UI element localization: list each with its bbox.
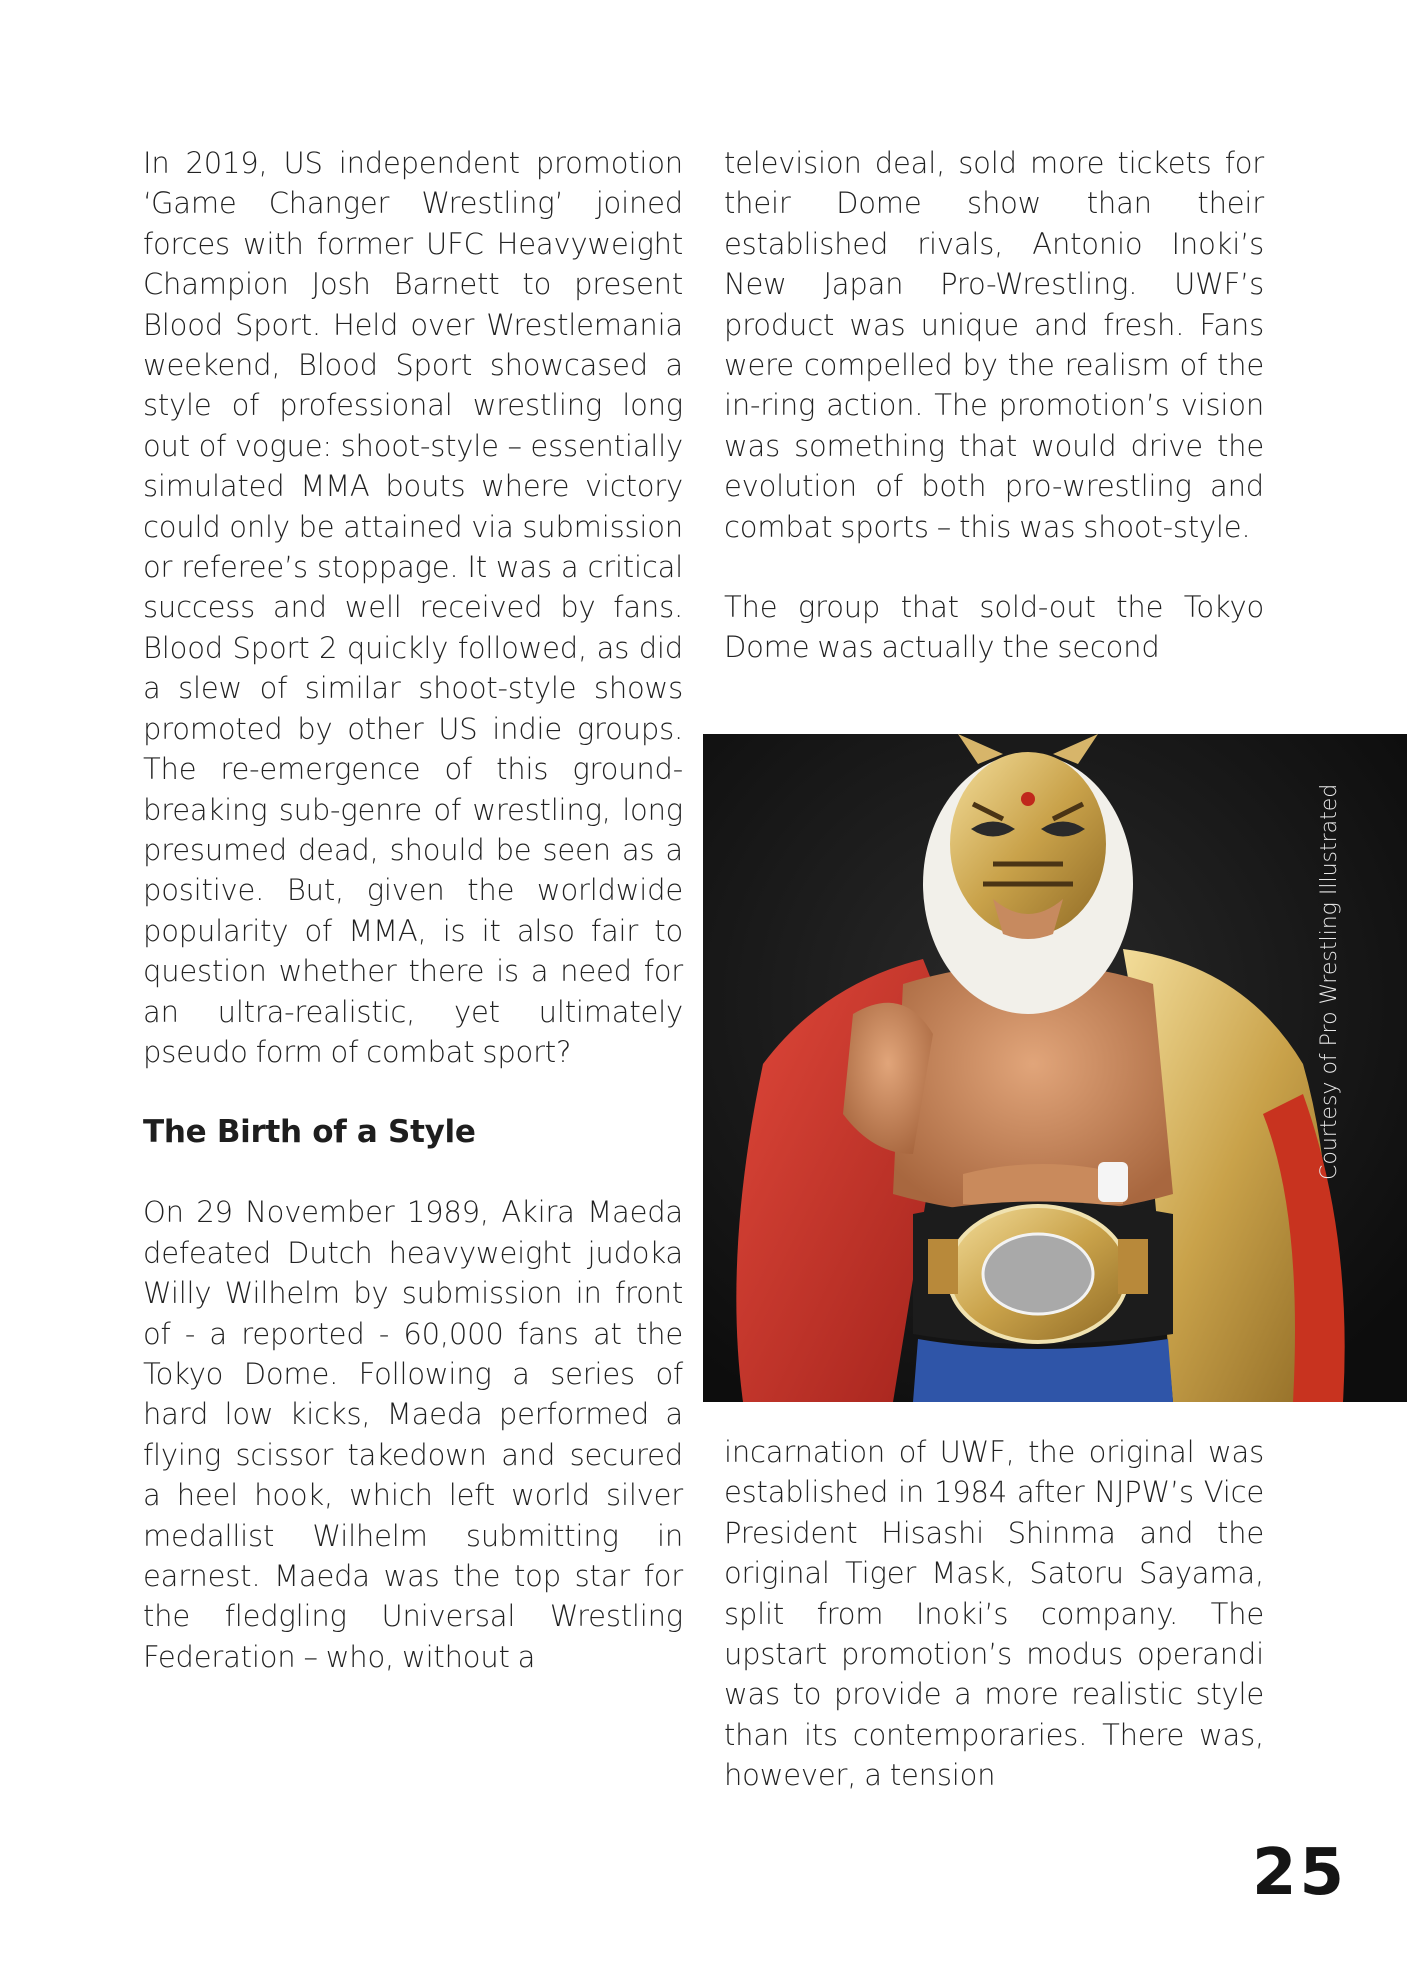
intro-paragraph: In 2019, US independent promotion ‘Game Changer Wrestling’ joined forces with former UFC Heavyweight Champion Josh Barnett to present Blood Sport. Held over Wrestlemania weekend, Blood Sport showcased a style of professional wrestling long out of vogue: shoot-style – essentially simulated MMA bouts where victory could only be attained via submission or referee’s stoppage. It was a critical success and well received by fans. Blood Sport 2 quickly followed, as did a slew of similar shoot-style shows promoted by other US indie groups. The re-emergence of this ground-breaking sub-genre of wrestling, long presumed dead, should be seen as a positive. But, given the worldwide popularity of MMA, is it also fair to question whether there is a need for an ultra-realistic, yet ultimately pseudo form of combat sport? [143, 146, 683, 1069]
right-column-top [724, 143, 1264, 668]
section-paragraph: On 29 November 1989, Akira Maeda defeated Dutch heavyweight judoka Willy Wilhelm by submission in front of - a reported - 60,000 fans at the Tokyo Dome. Following a series of hard low kicks, Maeda performed a flying scissor takedown and secured a heel hook, which left world silver medallist Wilhelm submitting in earnest. Maeda was the top star for the fledgling Universal Wrestling Federation – who, without a [143, 1195, 683, 1674]
wrestler-photo [703, 734, 1407, 1402]
left-column [143, 143, 683, 1677]
right-column-bottom [724, 1432, 1264, 1796]
section-heading: The Birth of a Style [143, 1114, 476, 1151]
next-paragraph: The group that sold-out the Tokyo Dome was actually the second [724, 590, 1264, 665]
tiger-mask-wrestler-illustration [703, 734, 1407, 1402]
photo-credit: Courtesy of Pro Wrestling Illustrated [1317, 783, 1342, 1180]
page-number: 25 [1251, 1836, 1347, 1910]
continued-paragraph-bottom: incarnation of UWF, the original was established in 1984 after NJPW’s Vice President Hisashi Shinma and the original Tiger Mask, Satoru Sayama, split from Inoki’s company. The upstart promotion’s modus operandi was to provide a more realistic style than its contemporaries. There was, however, a tension [724, 1435, 1264, 1793]
continued-paragraph: television deal, sold more tickets for their Dome show than their established rivals, Antonio Inoki’s New Japan Pro-Wrestling. UWF’s product was unique and fresh. Fans were compelled by the realism of the in-ring action. The promotion’s vision was something that would drive the evolution of both pro-wrestling and combat sports – this was shoot-style. [724, 146, 1264, 544]
